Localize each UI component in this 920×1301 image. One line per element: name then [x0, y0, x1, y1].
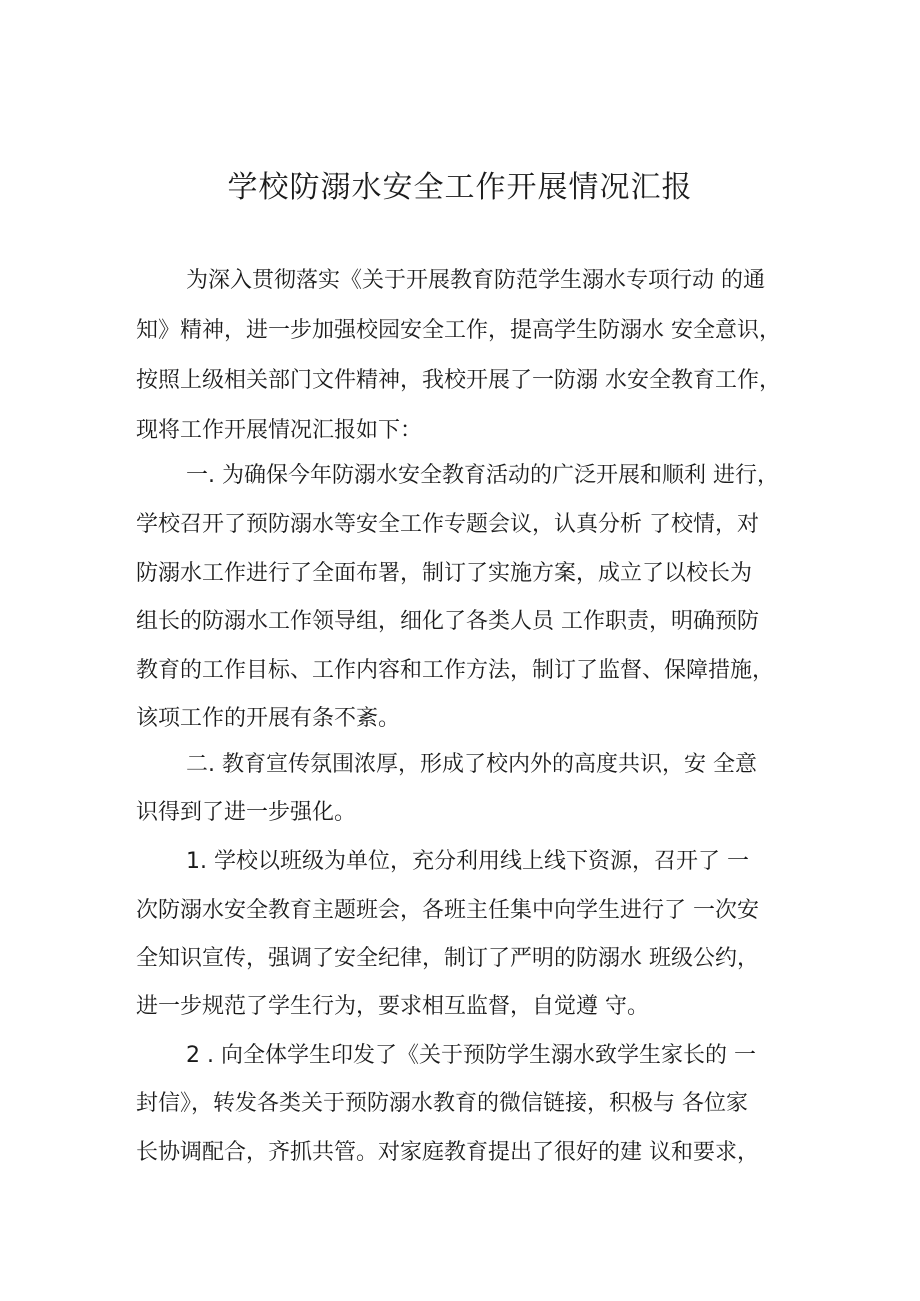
paragraph-line: 封信》，转发各类关于预防溺水教育的微信链接，积极与 各位家 [136, 1091, 748, 1116]
paragraph-line: 为深入贯彻落实《关于开展教育防范学生溺水专项行动 的通 [186, 268, 765, 293]
paragraph-line: 按照上级相关部门文件精神，我校开展了一防溺 水安全教育工作， [136, 368, 781, 393]
paragraph-line: 组长的防溺水工作领导组，细化了各类人员 工作职责，明确预防 [136, 609, 759, 634]
paragraph-line: 二. 教育宣传氛围浓厚，形成了校内外的高度共识，安 全意 [186, 752, 757, 777]
paragraph-line: 2 . 向全体学生印发了《关于预防学生溺水致学生家长的 一 [186, 1043, 756, 1068]
paragraph-line: 学校召开了预防溺水等安全工作专题会议，认真分析 了校情，对 [136, 512, 759, 537]
paragraph-line: 全知识宣传，强调了安全纪律，制订了严明的防溺水 班级公约， [136, 946, 759, 971]
paragraph-line: 教育的工作目标、工作内容和工作方法，制订了监督、保障措施， [136, 658, 775, 683]
paragraph-line: 现将工作开展情况汇报如下： [136, 418, 423, 443]
paragraph-line: 一. 为确保今年防溺水安全教育活动的广泛开展和顺利 进行， [186, 463, 779, 488]
paragraph-line: 该项工作的开展有条不紊。 [136, 706, 401, 731]
paragraph-line: 进一步规范了学生行为，要求相互监督，自觉遵 守。 [136, 994, 649, 1019]
paragraph-line: 长协调配合，齐抓共管。对家庭教育提出了很好的建 议和要求， [136, 1140, 759, 1165]
paragraph-line: 识得到了进一步强化。 [136, 800, 357, 825]
document-title: 学校防溺水安全工作开展情况汇报 [227, 170, 693, 205]
paragraph-line: 防溺水工作进行了全面布署，制订了实施方案，成立了以校长为 [136, 561, 753, 586]
paragraph-line: 1. 学校以班级为单位，充分利用线上线下资源，召开了 一 [186, 849, 749, 874]
paragraph-line: 次防溺水安全教育主题班会，各班主任集中向学生进行了 一次安 [136, 898, 759, 923]
paragraph-line: 知》精神，进一步加强校园安全工作，提高学生防溺水 安全意识， [136, 318, 781, 343]
